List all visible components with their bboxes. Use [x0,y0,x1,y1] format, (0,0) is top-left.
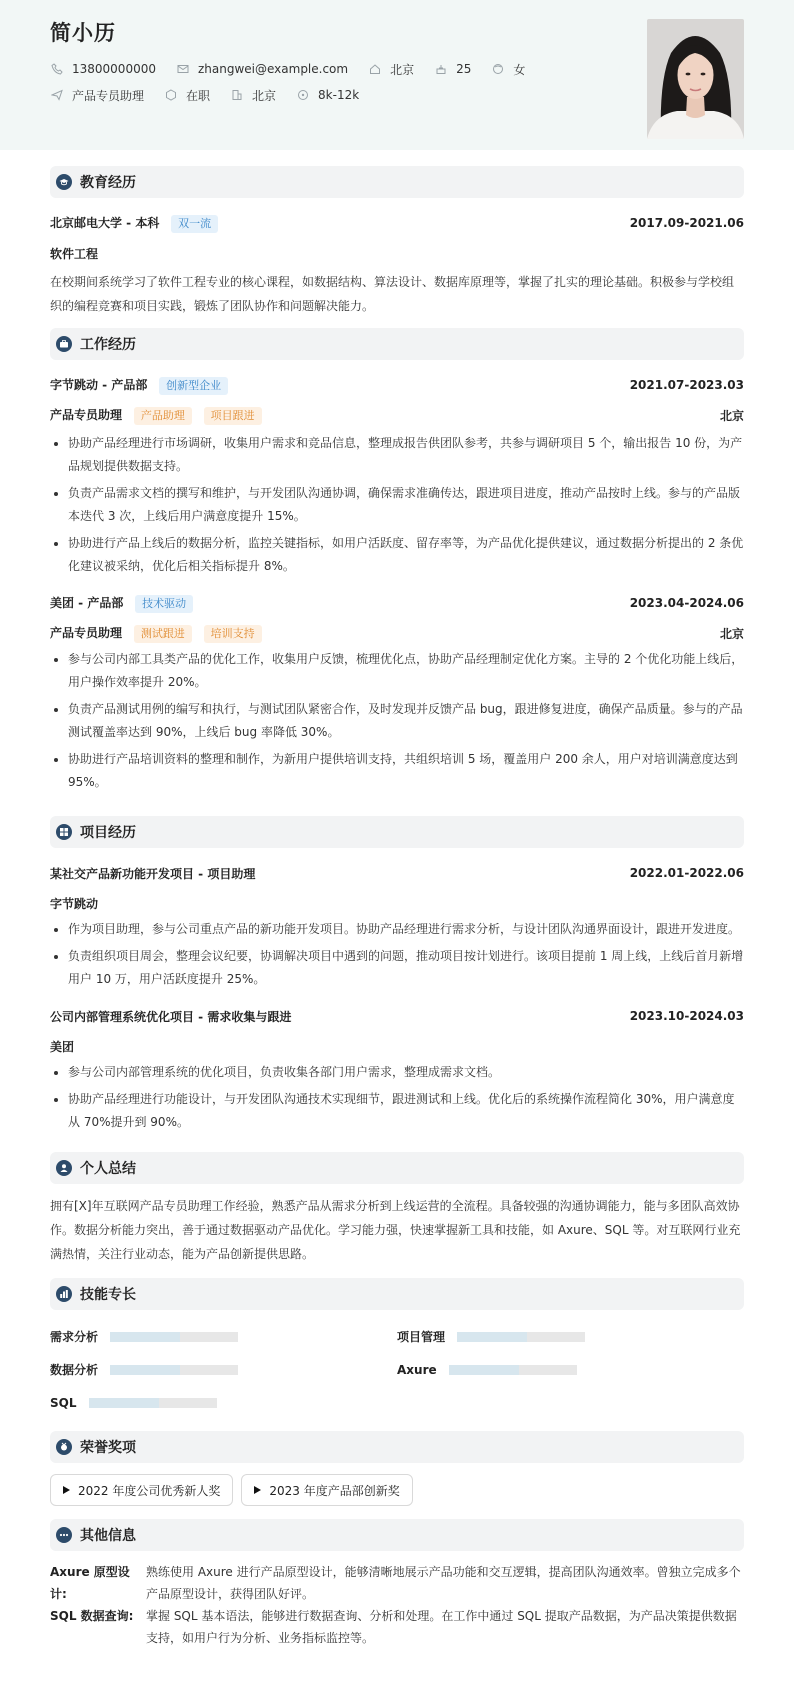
age-text: 25 [456,62,472,76]
awards-section-header [50,1431,744,1463]
list-item: 协助产品经理进行功能设计，与开发团队沟通技术实现细节，跟进测试和上线。优化后的系统操作流程简化 30%，用户满意度从 70%提升到 90%。 [50,1088,744,1134]
profile-photo [647,19,744,139]
projects-title: 项目经历 [80,825,136,841]
education-title: 教育经历 [80,175,136,191]
other-text: 熟练使用 Axure 进行产品原型设计，能够清晰地展示产品功能和交互逻辑，提高团队沟通效率。曾独立完成多个产品原型设计，获得团队好评。 [146,1565,741,1601]
project-org-row [50,888,744,918]
skill-fill [457,1332,527,1342]
role-tag: 产品助理 [134,407,192,425]
target-city-text: 北京 [252,88,277,103]
salary-item [296,88,359,102]
school-name: 北京邮电大学 - 本科 [50,215,160,230]
briefcase-icon [56,336,72,352]
work-company-row [50,588,744,618]
role-tag: 测试跟进 [134,625,192,643]
project-bullets [50,1061,744,1134]
salary-text: 8k-12k [318,88,360,102]
phone-item [50,62,156,76]
position-item [50,87,144,104]
company-name: 字节跳动 - 产品部 [50,377,148,392]
job-row [50,82,744,108]
position-text: 产品专员助理 [72,88,145,103]
phone-icon [50,62,64,76]
project-entry [50,1001,744,1134]
resume-header [0,0,794,150]
project-bullets [50,918,744,991]
triangle-icon [63,1486,70,1494]
skill-bar [110,1332,238,1342]
skill-item [397,1320,744,1353]
education-description: 在校期间系统学习了软件工程专业的核心课程，如数据结构、算法设计、数据库原理等，掌握了扎实的理论基础。积极参与学校组织的编程竞赛和项目实践，锻炼了团队协作和问题解决能力。 [50,275,735,313]
list-item: 参与公司内部工具类产品的优化工作，收集用户反馈，梳理优化点，协助产品经理制定优化方案。主导的 2 个优化功能上线后，用户操作效率提升 20%。 [50,648,744,694]
project-period: 2022.01-2022.06 [629,866,744,880]
email-item [176,62,348,76]
skill-label: 需求分析 [50,1330,99,1344]
summary-text: 拥有[X]年互联网产品专员助理工作经验，熟悉产品从需求分析到上线运营的全流程。具备较强的沟通协调能力，能与多团队高效协作。数据分析能力突出，善于通过数据驱动产品优化。学习能力强，快速掌握新工具和技能，如 Axure、SQL 等。对互联网行业充满热情，关注行业动态，能为产品创新提供思路。 [50,1199,741,1261]
work-city: 北京 [719,626,744,641]
work-entry [50,588,744,794]
list-item: 作为项目助理，参与公司重点产品的新功能开发项目。协助产品经理进行需求分析，与设计团队沟通界面设计，跟进开发进度。 [50,918,744,941]
contact-row [50,56,744,82]
award-chip [241,1474,412,1506]
email-icon [176,62,190,76]
education-period: 2017.09-2021.06 [629,216,744,230]
home-icon [368,62,382,76]
skill-bar [89,1398,217,1408]
award-label: 2022 年度公司优秀新人奖 [78,1483,221,1498]
other-label: Axure 原型设计: [50,1565,130,1601]
phone-text: 13800000000 [72,62,156,76]
projects-section-header [50,816,744,848]
school-tag: 双一流 [171,215,218,233]
list-item: 负责产品测试用例的编写和执行，与测试团队紧密合作，及时发现并反馈产品 bug，跟进修复进度，确保产品质量。参与的产品测试覆盖率达到 90%，上线后 bug 率降低 30%。 [50,698,744,744]
project-entry [50,858,744,991]
list-item: 协助进行产品上线后的数据分析，监控关键指标，如用户活跃度、留存率等，为产品优化提供建议，通过数据分析提出的 2 条优化建议被采纳，优化后相关指标提升 8%。 [50,532,744,578]
work-title: 工作经历 [80,337,136,353]
target-city-item [230,87,276,104]
grid-icon [56,824,72,840]
status-text: 在职 [186,88,211,103]
skill-fill [449,1365,519,1375]
work-section-header [50,328,744,360]
skill-label: 数据分析 [50,1363,99,1377]
skill-item [50,1353,397,1386]
city-item [368,61,414,78]
skill-fill [89,1398,159,1408]
role-tag: 培训支持 [204,625,262,643]
resume-body [0,150,794,1649]
skills-section-header [50,1278,744,1310]
role-tag: 项目跟进 [204,407,262,425]
work-period: 2023.04-2024.06 [629,596,744,610]
project-org: 美团 [50,1039,75,1054]
project-title-row [50,1001,744,1031]
status-item [164,87,210,104]
list-item: 参与公司内部管理系统的优化项目，负责收集各部门用户需求，整理成需求文档。 [50,1061,744,1084]
skill-label: SQL [50,1395,77,1410]
project-title-row [50,858,744,888]
award-label: 2023 年度产品部创新奖 [269,1483,400,1498]
other-item [50,1561,744,1605]
role-name: 产品专员助理 [50,625,123,640]
chart-bars-icon [56,1286,72,1302]
work-company-row [50,370,744,400]
graduation-cap-icon [56,174,72,190]
work-bullets [50,648,744,794]
gender-text: 女 [513,62,526,77]
role-name: 产品专员助理 [50,407,123,422]
coin-icon [296,88,310,102]
skill-bar [449,1365,577,1375]
other-item [50,1605,744,1649]
other-text: 掌握 SQL 基本语法，能够进行数据查询、分析和处理。在工作中通过 SQL 提取产品数据，为产品决策提供数据支持，如用户行为分析、业务指标监控等。 [146,1609,737,1645]
building-icon [230,88,244,102]
skill-bar [110,1365,238,1375]
awards-title: 荣誉奖项 [80,1440,136,1456]
hexagon-icon [164,88,178,102]
other-section-header [50,1519,744,1551]
skill-item [397,1353,744,1386]
work-role-row [50,400,744,430]
age-item [434,62,471,76]
project-title: 某社交产品新功能开发项目 - 项目助理 [50,866,256,881]
work-bullets [50,432,744,578]
other-title: 其他信息 [80,1528,136,1544]
city-text: 北京 [390,62,415,77]
cake-icon [434,62,448,76]
skill-fill [110,1365,180,1375]
medal-icon [56,1439,72,1455]
list-item: 协助进行产品培训资料的整理和制作，为新用户提供培训支持，共组织培训 5 场，覆盖用户 200 余人，用户对培训满意度达到 95%。 [50,748,744,794]
project-title: 公司内部管理系统优化项目 - 需求收集与跟进 [50,1009,292,1024]
send-icon [50,88,64,102]
award-chip [50,1474,233,1506]
list-item: 负责产品需求文档的撰写和维护，与开发团队沟通协调，确保需求准确传达，跟进项目进度，推动产品按时上线。参与的产品版本迭代 3 次，上线后用户满意度提升 15%。 [50,482,744,528]
candidate-name: 简小历 [50,21,116,45]
other-label: SQL 数据查询: [50,1609,134,1623]
skill-fill [110,1332,180,1342]
work-period: 2021.07-2023.03 [629,378,744,392]
skill-item [50,1386,397,1419]
summary-title: 个人总结 [80,1161,136,1177]
gender-item [491,61,525,78]
skill-item [50,1320,397,1353]
info-icon [56,1527,72,1543]
list-item: 协助产品经理进行市场调研，收集用户需求和竞品信息，整理成报告供团队参考，共参与调研项目 5 个，输出报告 10 份，为产品规划提供数据支持。 [50,432,744,478]
company-tag: 技术驱动 [135,595,193,613]
skill-label: Axure [397,1362,437,1377]
summary-section-header [50,1152,744,1184]
work-city: 北京 [719,408,744,423]
company-tag: 创新型企业 [159,377,228,395]
gender-icon [491,62,505,76]
triangle-icon [254,1486,261,1494]
major-row [50,238,744,268]
skills-title: 技能专长 [80,1287,136,1303]
skills-grid [50,1320,744,1419]
work-role-row [50,618,744,648]
major: 软件工程 [50,246,99,261]
list-item: 负责组织项目周会，整理会议纪要，协调解决项目中遇到的问题，推动项目按计划进行。该项目提前 1 周上线，上线后首月新增用户 10 万，用户活跃度提升 25%。 [50,945,744,991]
user-icon [56,1160,72,1176]
awards-list [50,1473,744,1507]
skill-bar [457,1332,585,1342]
company-name: 美团 - 产品部 [50,595,124,610]
project-period: 2023.10-2024.03 [629,1009,744,1023]
email-text: zhangwei@example.com [197,62,349,76]
skill-label: 项目管理 [397,1330,446,1344]
project-org: 字节跳动 [50,896,99,911]
education-section-header [50,166,744,198]
project-org-row [50,1031,744,1061]
work-entry [50,370,744,578]
education-row [50,208,744,238]
